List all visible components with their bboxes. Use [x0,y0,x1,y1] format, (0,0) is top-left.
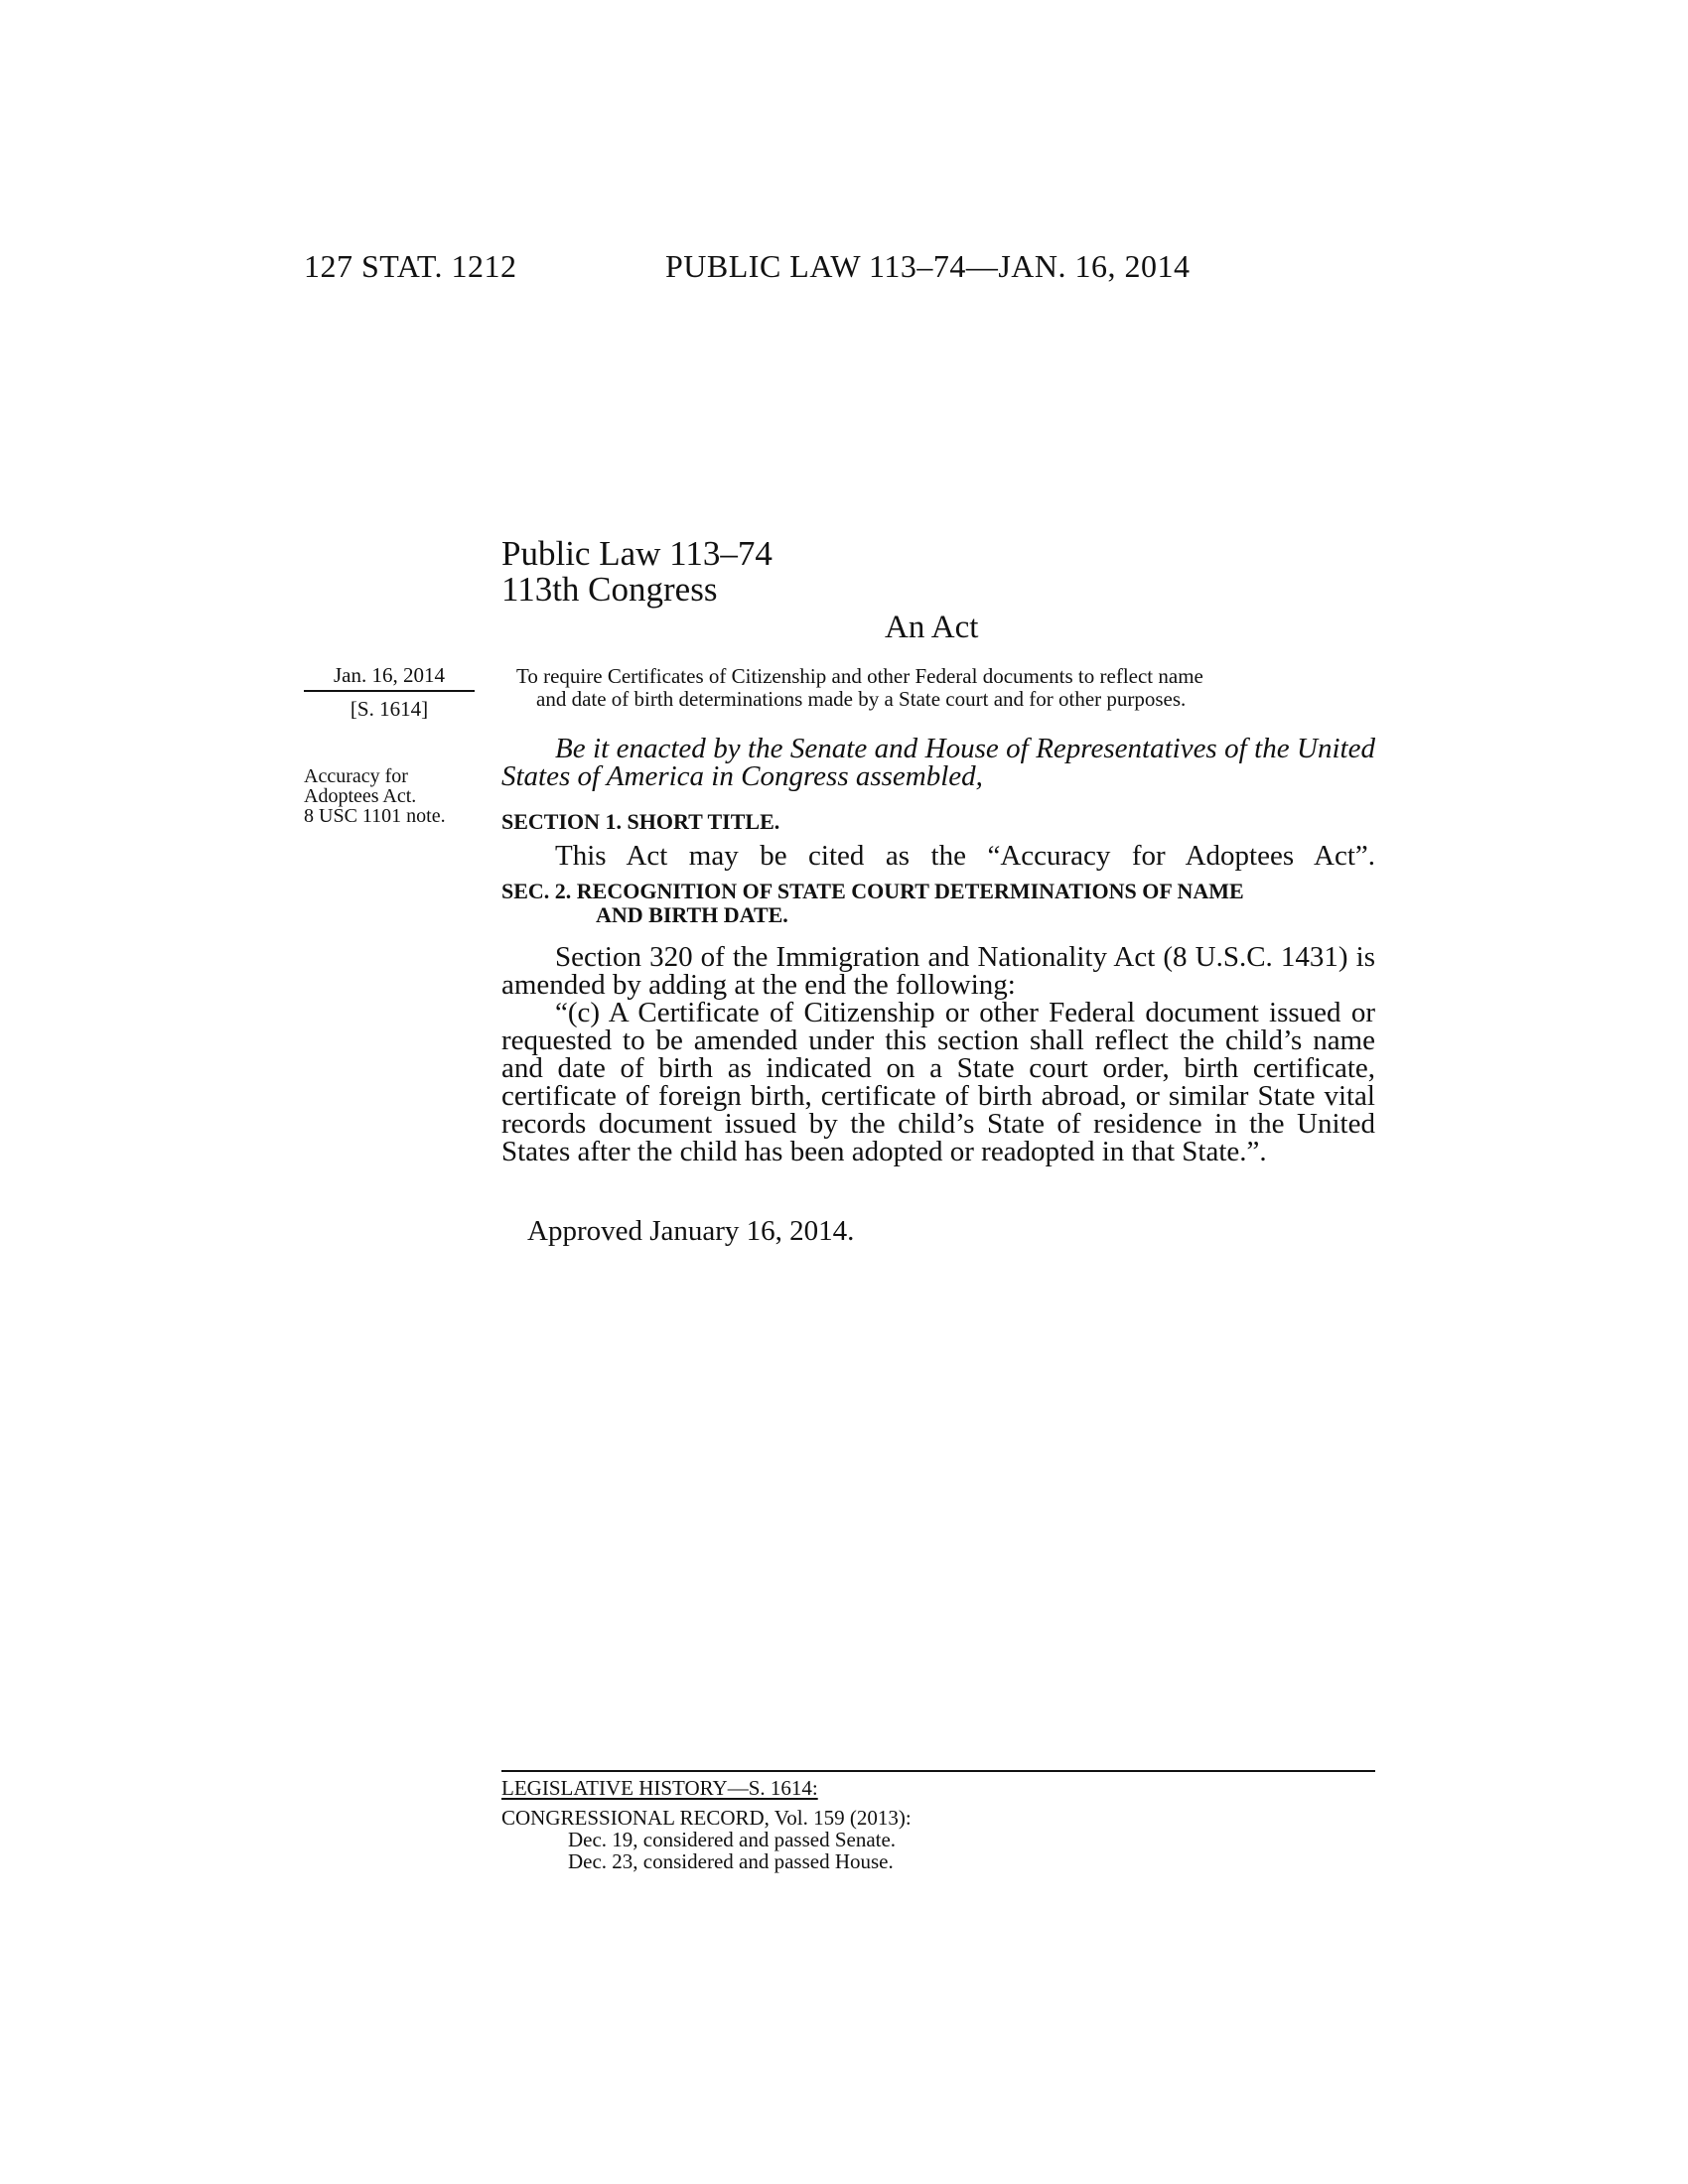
purpose-line2: and date of birth determinations made by a State court and for other purposes. [536,687,1187,711]
section2-heading [501,880,1375,927]
margin-short-title-line2: Adoptees Act. [304,785,417,807]
section2-body [501,943,1375,1165]
section1-heading: SECTION 1. SHORT TITLE. [501,809,780,834]
act-label: An Act [885,610,979,645]
margin-short-title-line1: Accuracy for [304,765,408,787]
section2-paragraph2: “(c) A Certificate of Citizenship or other Federal document issued or requested to be amended under this section shall reflect the child’s name and date of birth as indicated on a State court order, birth certificate, certificate of foreign birth, certificate of birth abroad, or similar State vital records document issued by the child’s State of residence in the United States after the child has been adopted or readopted in that State.”. [501,997,1375,1167]
section2-paragraph1: Section 320 of the Immigration and Nationality Act (8 U.S.C. 1431) is amended by adding at the end the following: [501,941,1375,1001]
stat-page-number: 127 STAT. 1212 [304,248,517,284]
running-title: PUBLIC LAW 113–74—JAN. 16, 2014 [665,248,1191,284]
history-item: Dec. 23, considered and passed House. [568,1849,894,1873]
law-number-title: Public Law 113–74 [501,534,773,573]
section1-text: This Act may be cited as the “Accuracy for Adoptees Act”. [555,840,1375,872]
purpose-statement [516,665,1370,711]
purpose-line1: To require Certificates of Citizenship and other Federal documents to reflect name [516,664,1203,688]
congressional-record: CONGRESSIONAL RECORD, Vol. 159 (2013): [501,1806,912,1830]
section2-heading-line1: SEC. 2. RECOGNITION OF STATE COURT DETERMINATIONS OF NAME [501,879,1244,903]
enacting-clause: Be it enacted by the Senate and House of Representatives of the United States of America in Congress assembled, [501,733,1375,792]
history-divider [501,1770,1375,1772]
legislative-history-title: LEGISLATIVE HISTORY—S. 1614: [501,1776,818,1800]
margin-bill-number: [S. 1614] [350,697,429,721]
margin-short-title [304,766,416,806]
approval-date: Approved January 16, 2014. [527,1215,855,1247]
margin-date: Jan. 16, 2014 [304,665,475,692]
section2-heading-line2: AND BIRTH DATE. [596,902,788,927]
history-item: Dec. 19, considered and passed Senate. [568,1828,897,1851]
congress-title: 113th Congress [501,570,718,609]
margin-usc-note: 8 USC 1101 note. [304,805,446,827]
